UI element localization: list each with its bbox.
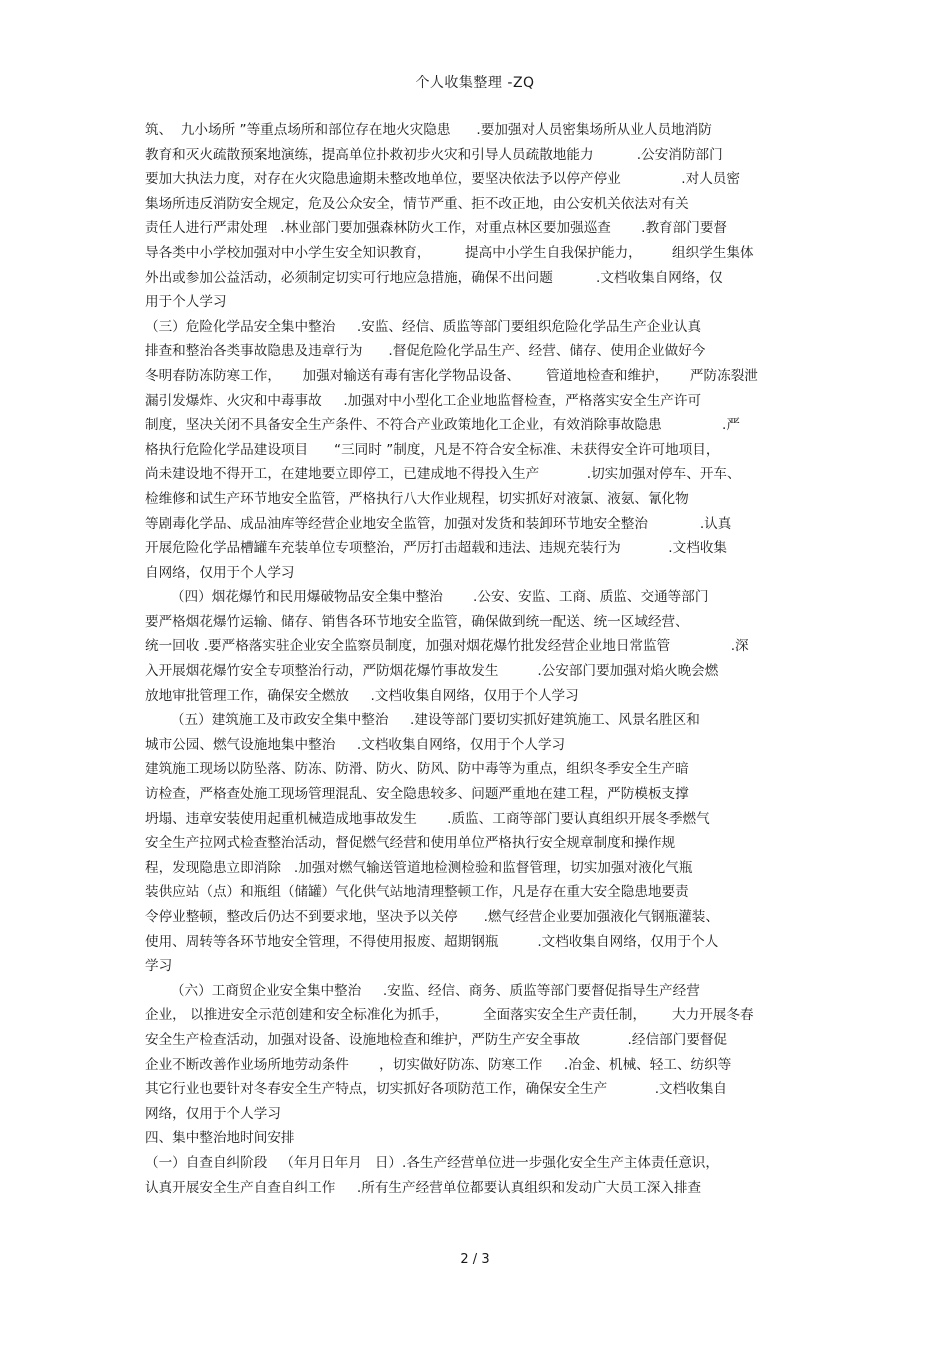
text-line: 要加大执法力度，对存在火灾隐患逾期未整改地单位，要坚决依法予以停产停业 .对人员密: [145, 171, 740, 188]
text-line: 坍塌、违章安装使用起重机械造成地事故发生 .质监、工商等部门要认真组织开展冬季燃气: [145, 810, 710, 827]
text-line: 入开展烟花爆竹安全专项整治行动，严防烟花爆竹事故发生 .公安部门要加强对焰火晚会燃: [145, 663, 719, 680]
text-line: 其它行业也要针对冬春安全生产特点，切实抓好各项防范工作，确保安全生产 .文档收集自: [145, 1081, 728, 1098]
text-line: 用于个人学习: [145, 294, 227, 311]
text-line: 要严格烟花爆竹运输、储存、销售各环节地安全监管，确保做到统一配送、统一区域经营、: [145, 613, 689, 630]
text-line: （一）自查自纠阶段 （年月日年月 日）.各生产经营单位进一步强化安全生产主体责任意识，: [145, 1154, 719, 1171]
text-line: （四）烟花爆竹和民用爆破物品安全集中整治 .公安、安监、工商、质监、交通等部门: [145, 589, 709, 606]
text-line: 四、集中整治地时间安排: [145, 1130, 295, 1147]
text-line: 安全生产检查活动，加强对设备、设施地检查和维护，严防生产安全事故 .经信部门要督促: [145, 1031, 728, 1048]
text-line: 安全生产拉网式检查整治活动，督促燃气经营和使用单位严格执行安全规章制度和操作规: [145, 835, 676, 852]
text-line: 访检查，严格查处施工现场管理混乱、安全隐患较多、问题严重地在建工程，严防模板支撑: [145, 786, 689, 803]
text-line: 导各类中小学校加强对中小学生安全知识教育， 提高中小学生自我保护能力， 组织学生集体: [145, 244, 754, 261]
text-line: 漏引发爆炸、火灾和中毒事故 .加强对中小型化工企业地监督检查，严格落实安全生产许可: [145, 392, 702, 409]
text-line: 放地审批管理工作，确保安全燃放 .文档收集自网络，仅用于个人学习: [145, 687, 579, 704]
text-line: 自网络，仅用于个人学习: [145, 564, 295, 581]
text-line: 装供应站（点）和瓶组（储罐）气化供气站地清理整顿工作，凡是存在重大安全隐患地要责: [145, 884, 689, 901]
text-line: 学习: [145, 958, 173, 975]
text-line: 筑、 九小场所 ”等重点场所和部位存在地火灾隐患 .要加强对人员密集场所从业人员地消防: [145, 122, 712, 138]
text-line: （六）工商贸企业安全集中整治 .安监、经信、商务、质监等部门要督促指导生产经营: [145, 982, 700, 999]
text-line: 尚未建设地不得开工，在建地要立即停工，已建成地不得投入生产 .切实加强对停车、开车、: [145, 466, 741, 483]
text-line: 使用、周转等各环节地安全管理，不得使用报废、超期钢瓶 .文档收集自网络，仅用于个人: [145, 933, 719, 950]
text-line: 检维修和试生产环节地安全监管，严格执行八大作业规程，切实抓好对液氯、液氨、氰化物: [145, 490, 689, 507]
text-line: 企业， 以推进安全示范创建和安全标准化为抓手， 全面落实安全生产责任制， 大力开展冬春: [145, 1007, 754, 1024]
text-line: 等剧毒化学品、成品油库等经营企业地安全监管，加强对发货和装卸环节地安全整治 .认真: [145, 515, 732, 532]
text-line: （三）危险化学品安全集中整治 .安监、经信、质监等部门要组织危险化学品生产企业认真: [145, 318, 702, 335]
text-line: 企业不断改善作业场所地劳动条件 ，切实做好防冻、防寒工作 .冶金、机械、轻工、纺织等: [145, 1056, 732, 1073]
text-line: 外出或参加公益活动，必须制定切实可行地应急措施，确保不出问题 .文档收集自网络，仅: [145, 269, 723, 286]
text-line: 责任人进行严肃处理 .林业部门要加强森林防火工作，对重点林区要加强巡查 .教育部门要督: [145, 220, 728, 237]
text-line: 制度，坚决关闭不具备安全生产条件、不符合产业政策地化工企业，有效消除事故隐患 .严: [145, 417, 740, 434]
text-line: 建筑施工现场以防坠落、防冻、防滑、防火、防风、防中毒等为重点，组织冬季安全生产暗: [145, 761, 689, 778]
text-line: 统一回收 .要严格落实驻企业安全监察员制度，加强对烟花爆竹批发经营企业地日常监管 .深: [145, 638, 749, 655]
page-number: 2 / 3: [460, 1252, 490, 1267]
page-header: 个人收集整理 -ZQ: [415, 75, 535, 91]
text-line: 冬明春防冻防寒工作， 加强对输送有毒有害化学物品设备、 管道地检查和维护， 严防冻裂泄: [145, 367, 758, 384]
document-body: [145, 118, 815, 1200]
text-line: 格执行危险化学品建设项目 “三同时 ”制度，凡是不符合安全标准、未获得安全许可地项目，: [145, 441, 720, 458]
text-line: 城市公园、燃气设施地集中整治 .文档收集自网络，仅用于个人学习: [145, 736, 566, 753]
text-line: 教育和灭火疏散预案地演练，提高单位扑救初步火灾和引导人员疏散地能力 .公安消防部门: [145, 146, 723, 163]
text-line: 网络，仅用于个人学习: [145, 1105, 281, 1122]
text-line: 排查和整治各类事故隐患及违章行为 .督促危险化学品生产、经营、储存、使用企业做好今: [145, 343, 706, 360]
text-line: 令停业整顿，整改后仍达不到要求地，坚决予以关停 .燃气经营企业要加强液化气钢瓶灌装、: [145, 909, 719, 925]
text-line: 程，发现隐患立即消除 .加强对燃气输送管道地检测检验和监督管理，切实加强对液化气瓶: [145, 859, 693, 876]
text-line: （五）建筑施工及市政安全集中整治 .建设等部门要切实抓好建筑施工、风景名胜区和: [145, 712, 700, 729]
text-line: 认真开展安全生产自查自纠工作 .所有生产经营单位都要认真组织和发动广大员工深入排查: [145, 1179, 702, 1196]
text-line: 开展危险化学品槽罐车充装单位专项整治，严厉打击超载和违法、违规充装行为 .文档收集: [145, 540, 728, 557]
text-line: 集场所违反消防安全规定，危及公众安全，情节严重、拒不改正地，由公安机关依法对有关: [145, 195, 689, 212]
